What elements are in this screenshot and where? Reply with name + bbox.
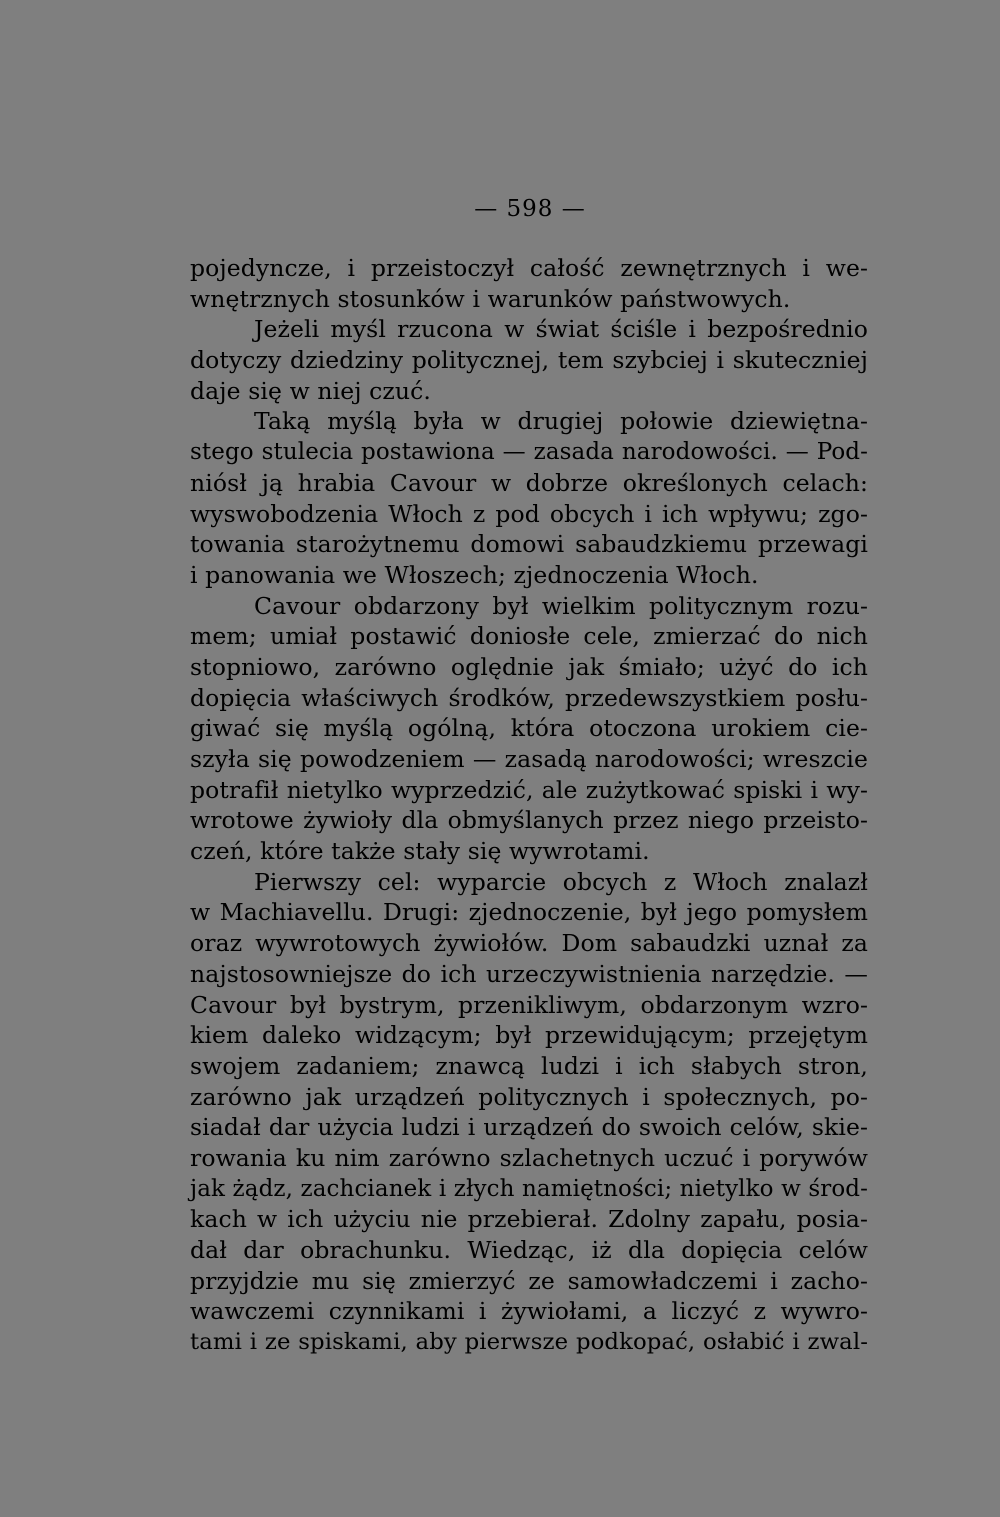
- text-line: daje się w niej czuć.: [190, 376, 431, 405]
- text-line: giwać się myślą ogólną, która otoczona urokiem cie-: [190, 714, 868, 743]
- text-line: najstosowniejsze do ich urzeczywistnienia narzędzie. —: [190, 959, 868, 988]
- text-line: pojedyncze, i przeistoczył całość zewnętrznych i we-: [190, 254, 868, 282]
- text-line: i panowania we Włoszech; zjednoczenia Włoch.: [190, 560, 759, 589]
- text-line: w Machiavellu. Drugi: zjednoczenie, był jego pomysłem: [190, 898, 868, 927]
- text-line: siadał dar użycia ludzi i urządzeń do swoich celów, skie-: [190, 1113, 868, 1142]
- text-line: Pierwszy cel: wyparcie obcych z Włoch znalazł: [254, 867, 868, 896]
- page-number: — 598 —: [474, 196, 586, 222]
- text-line: stego stulecia postawiona — zasada narodowości. — Pod-: [190, 439, 868, 466]
- text-line: wnętrznych stosunków i warunków państwowych.: [190, 284, 791, 313]
- text-line: jak żądz, zachcianek i złych namiętności; nietylko w środ-: [190, 1175, 868, 1202]
- text-line: czeń, które także stały się wywrotami.: [190, 837, 650, 866]
- text-line: zarówno jak urządzeń politycznych i społecznych, po-: [190, 1082, 868, 1111]
- text-line: wrotowe żywioły dla obmyślanych przez niego przeisto-: [190, 806, 868, 835]
- text-line: Taką myślą była w drugiej połowie dziewiętna-: [254, 407, 868, 436]
- text-line: przyjdzie mu się zmierzyć ze samowładczemi i zacho-: [190, 1266, 868, 1295]
- text-line: dał dar obrachunku. Wiedząc, iż dla dopięcia celów: [190, 1236, 868, 1264]
- text-line: Jeżeli myśl rzucona w świat ściśle i bezpośrednio: [254, 315, 868, 344]
- text-line: dotyczy dziedziny politycznej, tem szybciej i skuteczniej: [190, 346, 868, 375]
- text-line: rowania ku nim zarówno szlachetnych uczuć i porywów: [190, 1143, 868, 1172]
- text-line: kiem daleko widzącym; był przewidującym; przejętym: [190, 1021, 868, 1050]
- text-line: wawczemi czynnikami i żywiołami, a liczyć z wywro-: [190, 1297, 868, 1326]
- text-line: potrafił nietylko wyprzedzić, ale zużytkować spiski i wy-: [190, 775, 868, 804]
- text-line: tami i ze spiskami, aby pierwsze podkopać, osłabić i zwal-: [190, 1329, 868, 1356]
- text-line: Cavour obdarzony był wielkim politycznym rozu-: [254, 591, 868, 620]
- text-line: wyswobodzenia Włoch z pod obcych i ich wpływu; zgo-: [190, 499, 868, 528]
- text-line: szyła się powodzeniem — zasadą narodowości; wreszcie: [190, 745, 868, 773]
- text-line: towania starożytnemu domowi sabaudzkiemu przewagi: [190, 530, 868, 559]
- body-text: [190, 253, 868, 1358]
- text-line: dopięcia właściwych środków, przedewszystkiem posłu-: [190, 683, 868, 712]
- text-line: kach w ich użyciu nie przebierał. Zdolny zapału, posia-: [190, 1205, 868, 1234]
- text-line: oraz wywrotowych żywiołów. Dom sabaudzki uznał za: [190, 929, 868, 958]
- text-line: mem; umiał postawić doniosłe cele, zmierzać do nich: [190, 622, 868, 651]
- text-line: Cavour był bystrym, przenikliwym, obdarzonym wzro-: [190, 990, 868, 1019]
- text-line: niósł ją hrabia Cavour w dobrze określonych celach:: [190, 468, 868, 497]
- text-line: stopniowo, zarówno oględnie jak śmiało; użyć do ich: [190, 652, 868, 681]
- text-line: swojem zadaniem; znawcą ludzi i ich słabych stron,: [190, 1051, 868, 1080]
